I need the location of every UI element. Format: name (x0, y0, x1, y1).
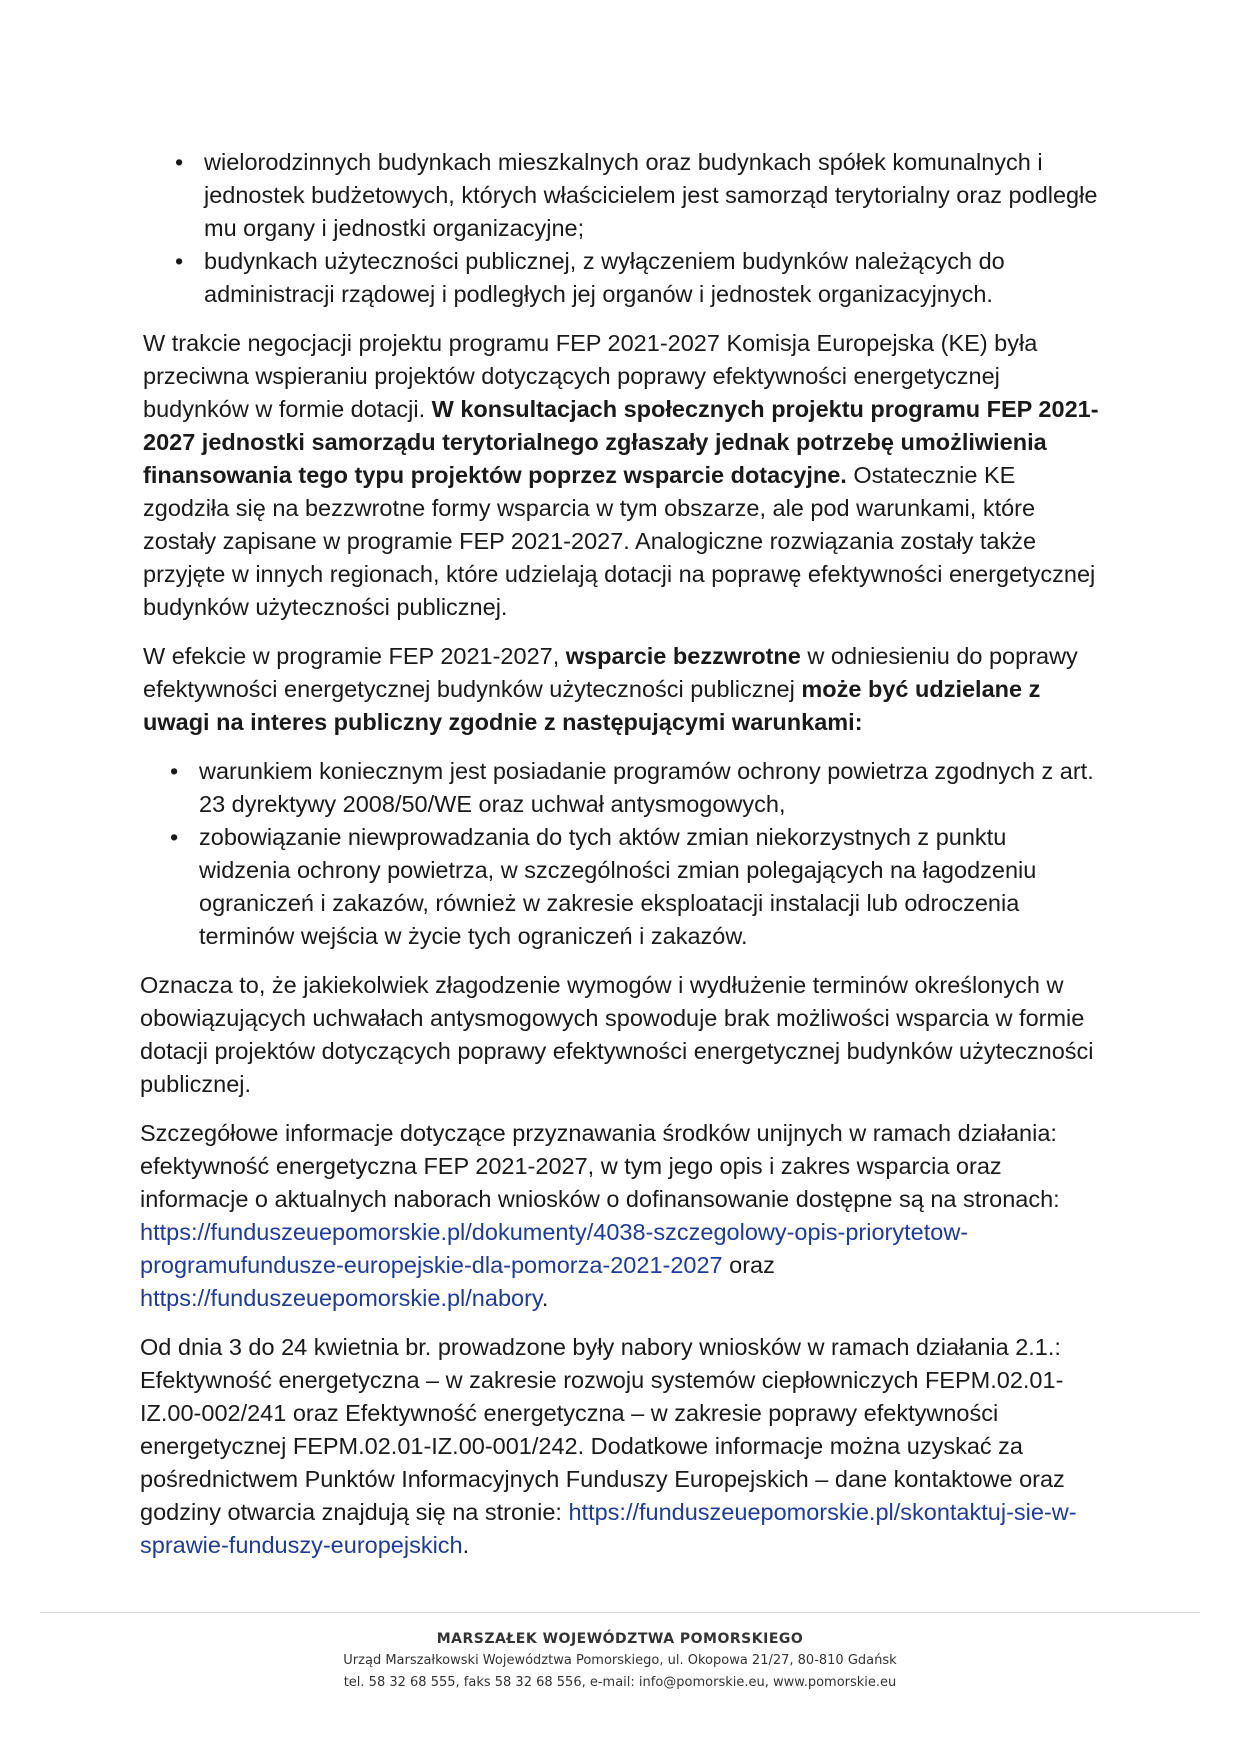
paragraph-text: . (541, 1285, 549, 1311)
paragraph-consequence: Oznacza to, że jakiekolwiek złagodzenie wymogów i wydłużenie terminów określonych w obowiązujących uchwałach antysmogowych spowoduje brak możliwości wsparcia w formie dotacji projektów dotyczących poprawy efektywności energetycznej budynków użyteczności publicznej. (140, 972, 1094, 1097)
list-item-text: zobowiązanie niewprowadzania do tych aktów zmian niekorzystnych z punktu widzenia ochrony powietrza, w szczególności zmian polegających na łagodzeniu ograniczeń i zakazów, również w zakresie eksploatacji instalacji lub odroczenia terminów wejścia w życie tych ograniczeń i zakazów. (199, 824, 1037, 949)
bullet: • (175, 149, 184, 175)
list-item (140, 821, 1100, 953)
list-item (140, 755, 1100, 821)
list-item-text: wielorodzinnych budynkach mieszkalnych oraz budynkach spółek komunalnych i jednostek budżetowych, których właścicielem jest samorząd terytorialny oraz podległe mu organy i jednostki organizacyjne; (204, 149, 1098, 241)
paragraph-text: Szczegółowe informacje dotyczące przyznawania środków unijnych w ramach działania: efektywność energetyczna FEP 2021-2027, w tym jego opis i zakres wsparcia oraz informacje o aktualnych naborach wniosków o dofinansowanie dostępne są na stronach: (140, 1120, 1060, 1212)
conditions-list (140, 755, 1100, 953)
paragraph-text: W efekcie w programie FEP 2021-2027, (143, 643, 566, 669)
list-item (140, 245, 1100, 311)
bullet: • (170, 758, 179, 784)
list-item-text: warunkiem koniecznym jest posiadanie programów ochrony powietrza zgodnych z art. 23 dyrektywy 2008/50/WE oraz uchwał antysmogowych, (199, 758, 1094, 817)
footer-address: Urząd Marszałkowski Województwa Pomorskiego, ul. Okopowa 21/27, 80-810 Gdańsk (343, 1653, 897, 1668)
bullet: • (175, 248, 184, 274)
bullet: • (170, 824, 179, 850)
paragraph-text: w odniesieniu do poprawy efektywności energetycznej budynków użyteczności publicznej (143, 643, 1078, 702)
page-footer (0, 1628, 1240, 1694)
link-priorities-document[interactable]: https://funduszeuepomorskie.pl/dokumenty/4038-szczegolowy-opis-priorytetow-programufundusze-europejskie-dla-pomorza-2021-2027 (140, 1219, 969, 1278)
paragraph-text: Od dnia 3 do 24 kwietnia br. prowadzone były nabory wniosków w ramach działania 2.1.: Efektywność energetyczna – w zakresie rozwoju systemów ciepłowniczych FEPM.02.01-IZ.00-002/241 oraz Efektywność energetyczna – w zakresie poprawy efektywności energetycznej FEPM.02.01-IZ.00-001/242. Dodatkowe informacje można uzyskać za pośrednictwem Punktów Informacyjnych Funduszy Europejskich – dane kontaktowe oraz godziny otwarcia znajdują się na stronie: (140, 1334, 1065, 1525)
link-calls[interactable]: https://funduszeuepomorskie.pl/nabory (140, 1285, 542, 1311)
paragraph-text: W trakcie negocjacji projektu programu FEP 2021-2027 Komisja Europejska (KE) była przeciwna wspieraniu projektów dotyczących poprawy efektywności energetycznej budynków w formie dotacji. (143, 330, 1038, 422)
paragraph-conditions-intro (143, 640, 1100, 739)
paragraph-text: Ostatecznie KE zgodziła się na bezzwrotne formy wsparcia w tym obszarze, ale pod warunkami, które zostały zapisane w programie FEP 2021-2027. Analogiczne rozwiązania zostały także przyjęte w innych regionach, które udzielają dotacji na poprawę efektywności energetycznej budynków użyteczności publicznej. (143, 462, 1096, 620)
paragraph-bold-text: W konsultacjach społecznych projektu programu FEP 2021-2027 jednostki samorządu terytorialnego zgłaszały jednak potrzebę umożliwienia finansowania tego typu projektów poprzez wsparcie dotacyjne. (143, 396, 1099, 488)
paragraph-negotiations (143, 327, 1100, 624)
paragraph-bold-text: może być udzielane z uwagi na interes publiczny zgodnie z następującymi warunkami: (143, 676, 1041, 735)
list-item-text: budynkach użyteczności publicznej, z wyłączeniem budynków należących do administracji rządowej i podległych jej organów i jednostek organizacyjnych. (204, 248, 1005, 307)
footer-contact: tel. 58 32 68 555, faks 58 32 68 556, e-mail: info@pomorskie.eu, www.pomorskie.eu (343, 1675, 897, 1690)
list-item (140, 146, 1100, 245)
paragraph-bold-text: wsparcie bezzwrotne (565, 643, 801, 669)
paragraph-text: . (462, 1532, 470, 1558)
footer-title: MARSZAŁEK WOJEWÓDZTWA POMORSKIEGO (436, 1631, 804, 1647)
paragraph-text: oraz (722, 1252, 775, 1278)
link-contact-points[interactable]: https://funduszeuepomorskie.pl/skontaktuj-sie-w-sprawie-funduszy-europejskich (140, 1499, 1077, 1558)
document-body (140, 146, 1100, 1578)
paragraph-calls-info (140, 1331, 1100, 1562)
footer-divider (40, 1612, 1200, 1613)
buildings-list (140, 146, 1100, 311)
paragraph-details (140, 1117, 1100, 1315)
